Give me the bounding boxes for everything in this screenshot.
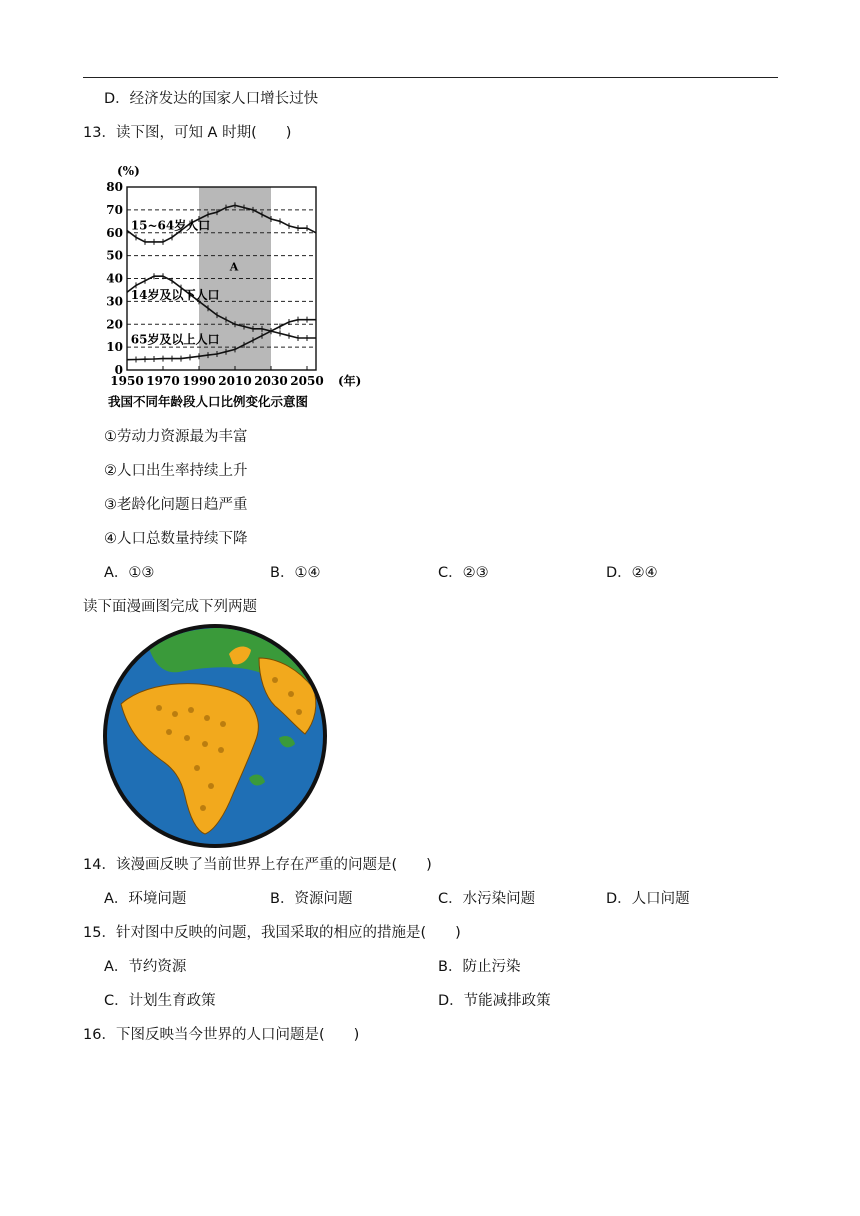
q15-choice-b[interactable]: B．防止污染 bbox=[438, 959, 521, 975]
q13-stem: 13．读下图，可知 A 时期( ) bbox=[83, 125, 292, 141]
series-label: 65岁及以上人口 bbox=[130, 332, 220, 347]
q13-choice-c[interactable]: C．②③ bbox=[438, 565, 489, 581]
x-tick-label: 2030 bbox=[254, 374, 288, 388]
x-tick-label: 1990 bbox=[182, 374, 216, 388]
q12-option-d[interactable]: D．经济发达的国家人口增长过快 bbox=[104, 91, 319, 107]
q15-choice-c[interactable]: C．计划生育政策 bbox=[104, 993, 216, 1009]
y-tick-label: 60 bbox=[106, 225, 123, 240]
q14-choice-b[interactable]: B．资源问题 bbox=[270, 891, 353, 907]
q14-choice-d[interactable]: D．人口问题 bbox=[606, 891, 690, 907]
q13-choice-b[interactable]: B．①④ bbox=[270, 565, 321, 581]
q15-choice-a[interactable]: A．节约资源 bbox=[104, 959, 187, 975]
x-tick-label: 1970 bbox=[146, 374, 180, 388]
q14-choice-a[interactable]: A．环境问题 bbox=[104, 891, 187, 907]
x-tick-label: 2050 bbox=[290, 374, 324, 388]
y-tick-label: 50 bbox=[106, 248, 123, 263]
q13-statement-4: ④人口总数量持续下降 bbox=[104, 531, 248, 547]
x-tick-label: 1950 bbox=[110, 374, 144, 388]
q13-statement-1: ①劳动力资源最为丰富 bbox=[104, 429, 248, 445]
shaded-period-label: A bbox=[229, 260, 239, 274]
y-tick-label: 0 bbox=[114, 363, 123, 377]
x-unit-label: (年) bbox=[338, 374, 362, 388]
x-tick-label: 2010 bbox=[218, 374, 252, 388]
y-axis-unit: (%) bbox=[117, 164, 140, 178]
age-structure-chart bbox=[103, 160, 365, 412]
q14-stem: 14．该漫画反映了当前世界上存在严重的问题是( ) bbox=[83, 857, 432, 873]
q13-choice-a[interactable]: A．①③ bbox=[104, 565, 155, 581]
q15-stem: 15．针对图中反映的问题，我国采取的相应的措施是( ) bbox=[83, 925, 461, 941]
overpopulated-earth-cartoon bbox=[99, 618, 331, 850]
q14-choice-c[interactable]: C．水污染问题 bbox=[438, 891, 536, 907]
cartoon-intro: 读下面漫画图完成下列两题 bbox=[83, 599, 257, 615]
series-label: 15~64岁人口 bbox=[130, 218, 211, 233]
y-tick-label: 30 bbox=[106, 294, 123, 309]
q15-choice-d[interactable]: D．节能减排政策 bbox=[438, 993, 551, 1009]
chart-title: 我国不同年龄段人口比例变化示意图 bbox=[108, 394, 309, 409]
q13-statement-2: ②人口出生率持续上升 bbox=[104, 463, 248, 479]
y-tick-label: 70 bbox=[106, 202, 123, 217]
y-tick-label: 10 bbox=[106, 340, 123, 355]
y-tick-label: 20 bbox=[106, 317, 123, 332]
q13-choice-d[interactable]: D．②④ bbox=[606, 565, 658, 581]
q13-statement-3: ③老龄化问题日趋严重 bbox=[104, 497, 248, 513]
y-tick-label: 80 bbox=[106, 180, 123, 194]
q16-stem: 16．下图反映当今世界的人口问题是( ) bbox=[83, 1027, 360, 1043]
y-tick-label: 40 bbox=[106, 271, 123, 286]
header-rule bbox=[83, 77, 778, 78]
series-label: 14岁及以下人口 bbox=[130, 288, 220, 303]
